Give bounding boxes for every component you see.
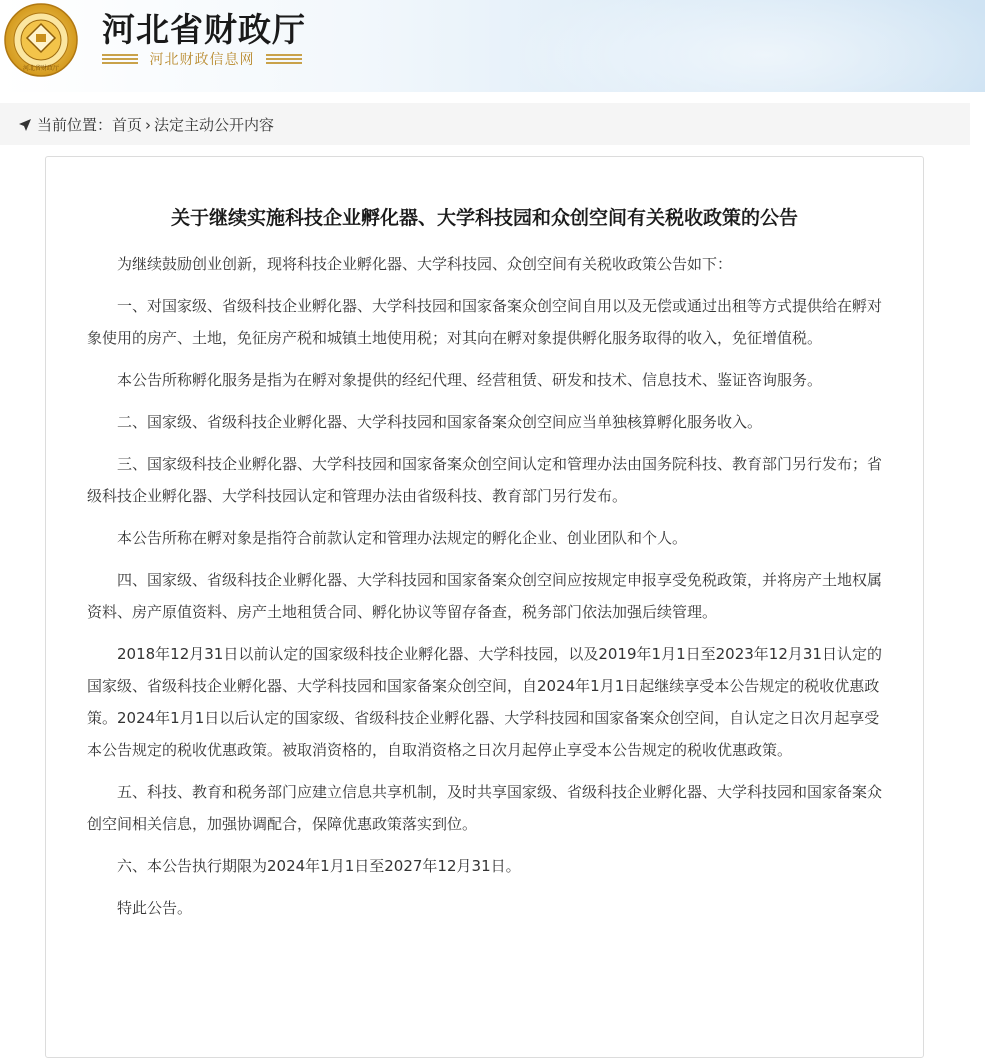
subtitle-stripes-left xyxy=(102,54,138,66)
article-paragraph: 一、对国家级、省级科技企业孵化器、大学科技园和国家备案众创空间自用以及无偿或通过出租等方式提供给在孵对象使用的房产、土地，免征房产税和城镇土地使用税；对其向在孵对象提供孵化服务取得的收入，免征增值税。 xyxy=(87,297,883,347)
article-paragraph: 二、国家级、省级科技企业孵化器、大学科技园和国家备案众创空间应当单独核算孵化服务收入。 xyxy=(117,413,763,431)
article-paragraph: 本公告所称孵化服务是指为在孵对象提供的经纪代理、经营租赁、研发和技术、信息技术、鉴证咨询服务。 xyxy=(117,371,823,389)
article-paragraph: 特此公告。 xyxy=(117,899,193,917)
article-paragraph: 本公告所称在孵对象是指符合前款认定和管理办法规定的孵化企业、创业团队和个人。 xyxy=(117,529,688,547)
site-subtitle-banner xyxy=(102,50,302,70)
article-paragraph: 六、本公告执行期限为2024年1月1日至2027年12月31日。 xyxy=(117,857,521,875)
breadcrumb-home-link[interactable]: 首页 xyxy=(112,116,143,134)
article-paragraph: 为继续鼓励创业创新，现将科技企业孵化器、大学科技园、众创空间有关税收政策公告如下： xyxy=(117,255,733,273)
header-decoration xyxy=(505,0,985,92)
subtitle-stripes-right xyxy=(266,54,302,66)
article-title: 关于继续实施科技企业孵化器、大学科技园和众创空间有关税收政策的公告 xyxy=(170,207,798,229)
article-container xyxy=(45,156,924,1058)
breadcrumb-bar xyxy=(0,103,970,145)
location-arrow-icon xyxy=(18,118,32,132)
article-paragraph: 2018年12月31日以前认定的国家级科技企业孵化器、大学科技园，以及2019年1月1日至2023年12月31日认定的国家级、省级科技企业孵化器、大学科技园和国家备案众创空间，自2024年1月1日起继续享受本公告规定的税收优惠政策。2024年1月1日以后认定的国家级、省级科技企业孵化器、大学科技园和国家备案众创空间，自认定之日次月起享受本公告规定的税收优惠政策。被取消资格的，自取消资格之日次月起停止享受本公告规定的税收优惠政策。 xyxy=(87,645,882,759)
site-subtitle: 河北财政信息网 xyxy=(149,52,255,68)
breadcrumb-label: 当前位置： xyxy=(37,116,113,134)
breadcrumb-current-link[interactable]: 法定主动公开内容 xyxy=(154,116,275,134)
svg-text:河北省财政厅: 河北省财政厅 xyxy=(22,65,60,72)
article-body xyxy=(87,248,887,934)
finance-department-seal-icon[interactable] xyxy=(3,2,79,78)
chevron-right-icon: › xyxy=(145,116,152,134)
article-paragraph: 三、国家级科技企业孵化器、大学科技园和国家备案众创空间认定和管理办法由国务院科技、教育部门另行发布；省级科技企业孵化器、大学科技园认定和管理办法由省级科技、教育部门另行发布。 xyxy=(87,455,883,505)
article-paragraph: 四、国家级、省级科技企业孵化器、大学科技园和国家备案众创空间应按规定申报享受免税政策，并将房产土地权属资料、房产原值资料、房产土地租赁合同、孵化协议等留存备查，税务部门依法加强后续管理。 xyxy=(87,571,883,621)
site-title[interactable]: 河北省财政厅 xyxy=(102,10,306,49)
site-header xyxy=(0,0,985,92)
breadcrumb xyxy=(18,115,274,135)
article-paragraph: 五、科技、教育和税务部门应建立信息共享机制，及时共享国家级、省级科技企业孵化器、大学科技园和国家备案众创空间相关信息，加强协调配合，保障优惠政策落实到位。 xyxy=(87,783,883,833)
